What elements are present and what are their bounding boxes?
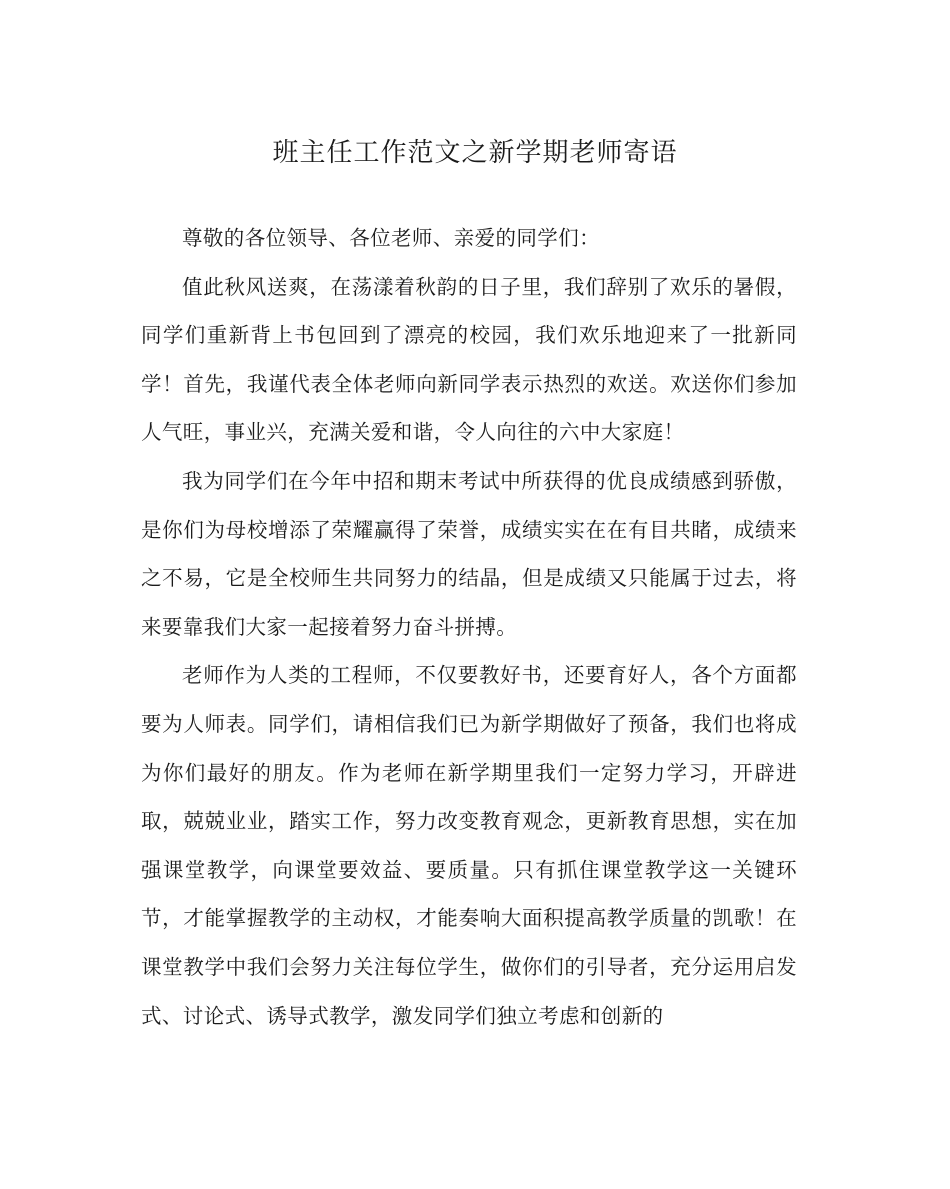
teacher-commitment-paragraph: 老师作为人类的工程师，不仅要教好书，还要育好人，各个方面都要为人师表。同学们，请相信我们已为新学期做好了预备，我们也将成为你们最好的朋友。作为老师在新学期里我们一定努力学习，开辟进取，兢兢业业，踏实工作，努力改变教育观念，更新教育思想，实在加强课堂教学，向课堂要效益、要质量。只有抓住课堂教学这一关键环节，才能掌握教学的主动权，才能奏响大面积提高教学质量的凯歌！在课堂教学中我们会努力关注每位学生，做你们的引导者，充分运用启发式、讨论式、诱导式教学，激发同学们独立考虑和创新的 bbox=[141, 663, 797, 1028]
welcome-paragraph: 值此秋风送爽，在荡漾着秋韵的日子里，我们辞别了欢乐的暑假，同学们重新背上书包回到了漂亮的校园，我们欢乐地迎来了一批新同学！首先，我谨代表全体老师向新同学表示热烈的欢送。欢送你们参加人气旺，事业兴，充满关爱和谐，令人向往的六中大家庭！ bbox=[141, 274, 797, 445]
salutation-paragraph: 尊敬的各位领导、各位老师、亲爱的同学们： bbox=[182, 226, 600, 250]
document-title: 班主任工作范文之新学期老师寄语 bbox=[272, 138, 678, 168]
document-body bbox=[141, 214, 797, 1040]
achievement-paragraph: 我为同学们在今年中招和期末考试中所获得的优良成绩感到骄傲，是你们为母校增添了荣耀赢得了荣誉，成绩实实在在有目共睹，成绩来之不易，它是全校师生共同努力的结晶，但是成绩又只能属于过去，将来要靠我们大家一起接着努力奋斗拼搏。 bbox=[141, 468, 797, 639]
